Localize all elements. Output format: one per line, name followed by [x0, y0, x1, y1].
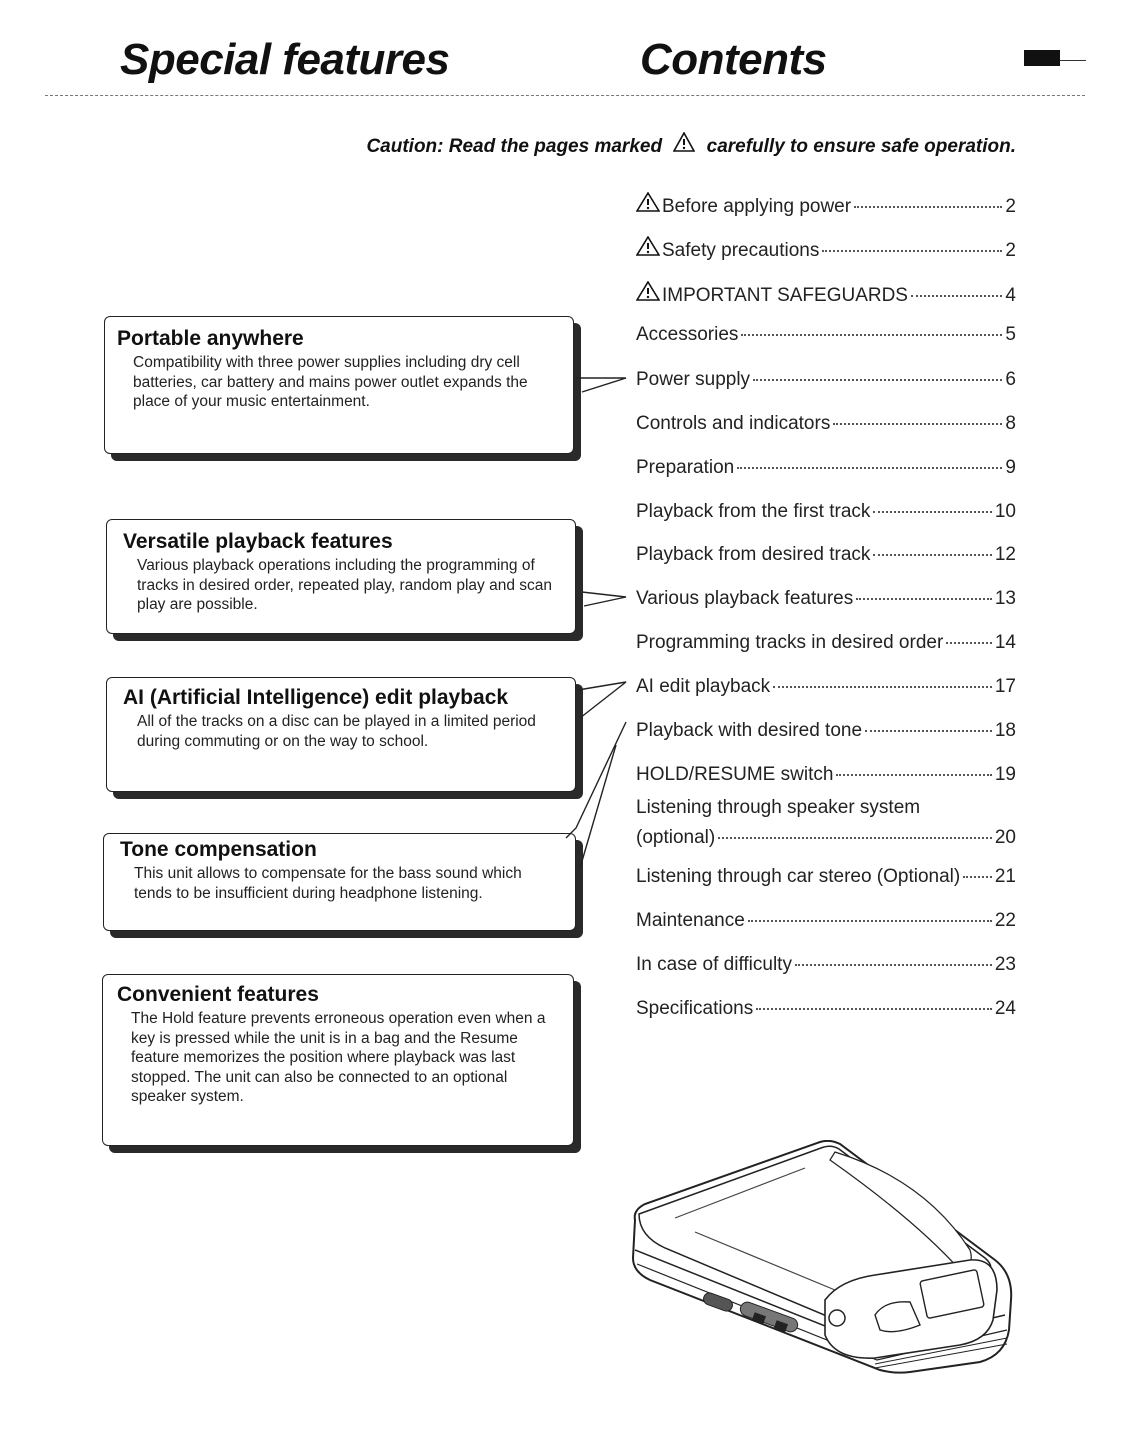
toc-item[interactable]	[636, 998, 1016, 1020]
leader-dots	[911, 295, 1002, 297]
feature-title: Portable anywhere	[117, 327, 304, 350]
toc-page-number: 2	[1005, 240, 1016, 261]
toc-label: Preparation	[636, 457, 735, 478]
toc-item[interactable]	[636, 954, 1016, 976]
toc-label: Playback from the first track	[636, 501, 871, 522]
toc-label: AI edit playback	[636, 676, 771, 697]
leader-dots	[833, 423, 1002, 425]
toc-page-number: 17	[994, 676, 1016, 697]
toc-item[interactable]	[636, 413, 1016, 435]
toc-page-number: 14	[994, 632, 1016, 653]
toc-page-number: 4	[1005, 285, 1016, 306]
toc-page-number: 5	[1005, 324, 1016, 345]
toc-page-number: 24	[994, 998, 1016, 1019]
leader-dots	[854, 206, 1002, 208]
toc-page-number: 23	[994, 954, 1016, 975]
special-features-heading: Special features	[120, 35, 450, 84]
toc-item[interactable]	[636, 588, 1016, 610]
leader-dots	[795, 964, 992, 966]
leader-dots	[741, 334, 1002, 336]
toc-item[interactable]	[636, 501, 1016, 523]
contents-heading: Contents	[640, 35, 827, 84]
feature-title: Convenient features	[117, 983, 319, 1006]
toc-label: Specifications	[636, 998, 754, 1019]
leader-dots	[836, 774, 991, 776]
leader-dots	[865, 730, 992, 732]
toc-label: Power supply	[636, 369, 751, 390]
toc-page-number: 13	[994, 588, 1016, 609]
toc-item[interactable]	[636, 281, 1016, 307]
leader-dots	[963, 876, 992, 878]
toc-item[interactable]	[636, 236, 1016, 262]
feature-title: Tone compensation	[120, 838, 317, 861]
toc-label: Playback from desired track	[636, 544, 871, 565]
toc-item[interactable]	[636, 369, 1016, 391]
toc-label: Listening through car stereo (Optional)	[636, 866, 961, 887]
portable-cd-player-illustration	[625, 1140, 1020, 1375]
leader-dots	[737, 467, 1002, 469]
toc-page-number: 8	[1005, 413, 1016, 434]
toc-label: (optional)	[636, 827, 716, 848]
toc-page-number: 20	[994, 827, 1016, 848]
toc-item[interactable]	[636, 866, 1016, 888]
toc-page-number: 18	[994, 720, 1016, 741]
feature-title: AI (Artificial Intelligence) edit playback	[123, 686, 509, 709]
toc-page-number: 21	[994, 866, 1016, 887]
toc-item[interactable]	[636, 764, 1016, 786]
toc-item[interactable]	[636, 192, 1016, 218]
caution-text-after: carefully to ensure safe operation.	[706, 136, 1016, 157]
toc-label: Safety precautions	[662, 240, 820, 261]
toc-page-number: 12	[994, 544, 1016, 565]
leader-dots	[756, 1008, 992, 1010]
toc-item[interactable]	[636, 632, 1016, 654]
warning-triangle-icon	[636, 236, 660, 262]
toc-page-number: 10	[994, 501, 1016, 522]
toc-label: Various playback features	[636, 588, 854, 609]
caution-text-before: Caution: Read the pages marked	[366, 136, 663, 157]
leader-dots	[718, 837, 992, 839]
toc-item[interactable]	[636, 720, 1016, 742]
leader-dots	[753, 379, 1002, 381]
toc-page-number: 9	[1005, 457, 1016, 478]
toc-page-number: 19	[994, 764, 1016, 785]
toc-label: Accessories	[636, 324, 739, 345]
toc-page-number: 2	[1005, 196, 1016, 217]
leader-dots	[946, 642, 992, 644]
toc-label: HOLD/RESUME switch	[636, 764, 834, 785]
toc-label: IMPORTANT SAFEGUARDS	[662, 285, 908, 306]
toc-label: Programming tracks in desired order	[636, 632, 944, 653]
toc-label: Controls and indicators	[636, 413, 831, 434]
toc-page-number: 22	[994, 910, 1016, 931]
feature-body: All of the tracks on a disc can be played in a limited period during commuting or on the way to school.	[137, 713, 536, 750]
toc-item[interactable]	[636, 324, 1016, 346]
toc-item[interactable]	[636, 457, 1016, 479]
toc-item[interactable]	[636, 910, 1016, 932]
leader-dots	[873, 511, 991, 513]
toc-label: Maintenance	[636, 910, 745, 931]
toc-item-line1: Listening through speaker system	[636, 797, 921, 818]
leader-dots	[748, 920, 992, 922]
feature-body: This unit allows to compensate for the bass sound which tends to be insufficient during headphone listening.	[134, 865, 522, 902]
leader-dots	[873, 554, 991, 556]
warning-triangle-icon	[636, 281, 660, 307]
toc-item[interactable]	[636, 827, 1016, 849]
feature-title: Versatile playback features	[123, 530, 393, 553]
leader-dots	[822, 250, 1002, 252]
feature-body: Various playback operations including the programming of tracks in desired order, repeated play, random play and scan play are possible.	[137, 557, 553, 613]
toc-label: Before applying power	[662, 196, 852, 217]
feature-body: The Hold feature prevents erroneous operation even when a key is pressed while the unit is in a bag and the Resume feature memorizes the position where playback was last stopped. The unit can also be connected to an optional speaker system.	[131, 1010, 546, 1105]
feature-body: Compatibility with three power supplies including dry cell batteries, car battery and mains power outlet expands the place of your music entertainment.	[133, 354, 528, 410]
leader-dots	[773, 686, 992, 688]
toc-item[interactable]	[636, 544, 1016, 566]
toc-label: Playback with desired tone	[636, 720, 863, 741]
toc-label: In case of difficulty	[636, 954, 792, 975]
toc-item[interactable]	[636, 676, 1016, 698]
warning-triangle-icon	[636, 192, 660, 218]
leader-dots	[856, 598, 992, 600]
toc-page-number: 6	[1005, 369, 1016, 390]
